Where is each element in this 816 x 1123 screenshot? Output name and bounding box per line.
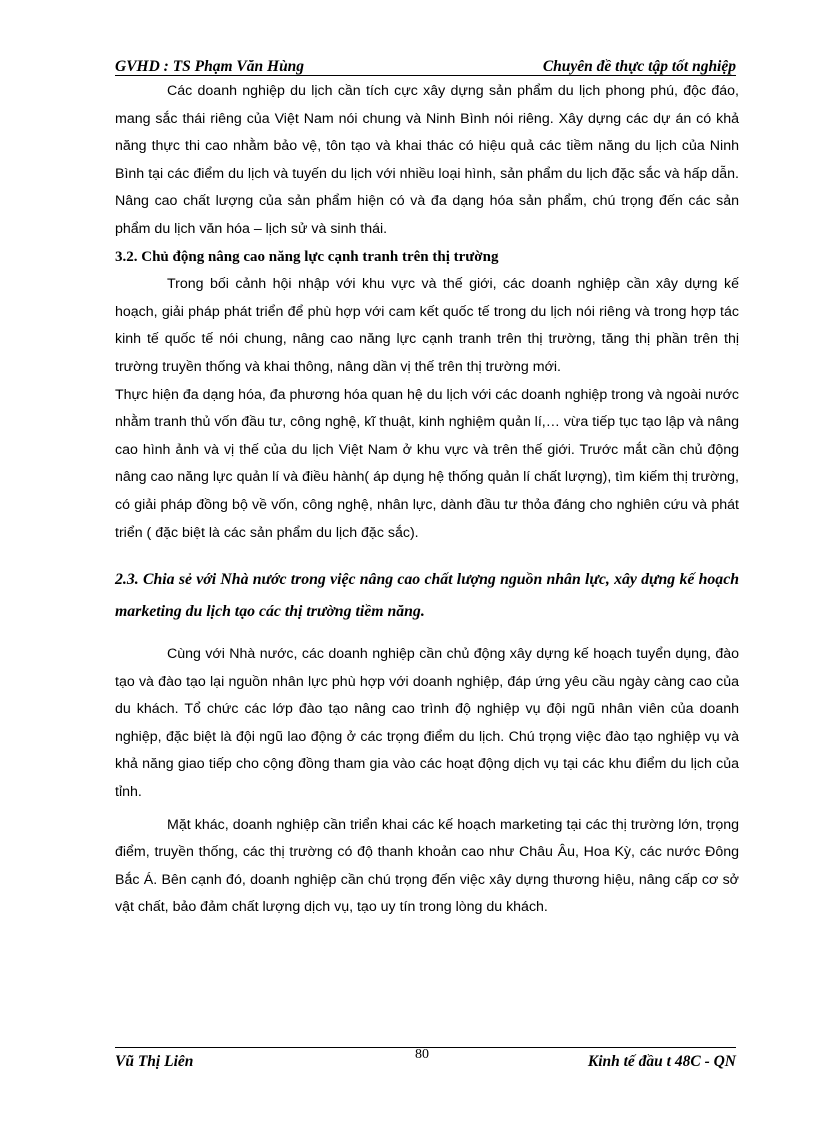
document-body [115,78,739,922]
paragraph-3: Thực hiện đa dạng hóa, đa phương hóa quan hệ du lịch với các doanh nghiệp trong và ngoài nước nhằm tranh thủ vốn đầu tư, công nghệ, kĩ thuật, kinh nghiệm quản lí,… vừa tiếp tục tạo lập và nâng cao hình ảnh và vị thế của du lịch Việt Nam ở khu vực và trên thế giới. Trước mắt cần chủ động nâng cao năng lực quản lí và điều hành( áp dụng hệ thống quản lí chất lượng), tìm kiếm thị trường, có giải pháp đồng bộ về vốn, công nghệ, nhân lực, dành đầu tư thỏa đáng cho nghiên cứu và phát triển ( đặc biệt là các sản phẩm du lịch đặc sắc). [115,386,739,541]
paragraph-2: Trong bối cảnh hội nhập với khu vực và thế giới, các doanh nghiệp cần xây dựng kế hoạch, giải pháp phát triển để phù hợp với cam kết quốc tế trong du lịch nói riêng và trong hợp tác kinh tế quốc tế nói chung, nâng cao năng lực cạnh tranh trên thị trường, tăng thị phần trên thị trường truyền thống và khai thông, nâng dần vị thế trên thị trường mới. [115,276,739,375]
footer-author: Vũ Thị Liên [115,1053,194,1070]
section-heading-3-2: 3.2. Chủ động nâng cao năng lực cạnh tranh trên thị trường [115,248,499,265]
paragraph-1: Các doanh nghiệp du lịch cần tích cực xây dựng sản phẩm du lịch phong phú, độc đáo, mang sắc thái riêng của Việt Nam nói chung và Ninh Bình nói riêng. Xây dựng các dự án có khả năng thực thi cao nhằm bảo vệ, tôn tạo và khai thác có hiệu quả các tiềm năng du lịch của Ninh Bình tại các điểm du lịch và tuyến du lịch với nhiều loại hình, sản phẩm du lịch đặc sắc và hấp dẫn. Nâng cao chất lượng của sản phẩm hiện có và đa dạng hóa sản phẩm, chú trọng đến các sản phẩm du lịch văn hóa – lịch sử và sinh thái. [115,83,739,237]
page-footer [115,1047,736,1072]
section-heading-2-3: 2.3. Chia sẻ với Nhà nước trong việc nâng cao chất lượng nguồn nhân lực, xây dựng kế hoạch marketing du lịch tạo các thị trường tiềm năng. [115,571,739,621]
paragraph-4: Cùng với Nhà nước, các doanh nghiệp cần chủ động xây dựng kế hoạch tuyển dụng, đào tạo và đào tạo lại nguồn nhân lực phù hợp với doanh nghiệp, đáp ứng yêu cầu ngày càng cao của du khách. Tổ chức các lớp đào tạo nâng cao trình độ nghiệp vụ đội ngũ nhân viên của doanh nghiệp, đặc biệt là đội ngũ lao động ở các trọng điểm du lịch. Chú trọng việc đào tạo nghiệp vụ và khả năng giao tiếp cho cộng đồng tham gia vào các hoạt động dịch vụ tại các khu điểm du lịch của tỉnh. [115,646,739,801]
header-rule [115,75,736,76]
page-header [115,58,736,76]
header-advisor: GVHD : TS Phạm Văn Hùng [115,58,305,75]
page-number: 80 [415,1047,429,1062]
footer-class: Kinh tế đầu t 48C - QN [587,1053,736,1070]
header-report-title: Chuyên đề thực tập tốt nghiệp [542,58,736,75]
paragraph-5: Mặt khác, doanh nghiệp cần triển khai các kế hoạch marketing tại các thị trường lớn, trọng điểm, truyền thống, các thị trường có độ thanh khoản cao như Châu Âu, Hoa Kỳ, các nước Đông Bắc Á. Bên cạnh đó, doanh nghiệp cần chú trọng đến việc xây dựng thương hiệu, nâng cấp cơ sở vật chất, bảo đảm chất lượng dịch vụ, tạo uy tín trong lòng du khách. [115,816,739,916]
